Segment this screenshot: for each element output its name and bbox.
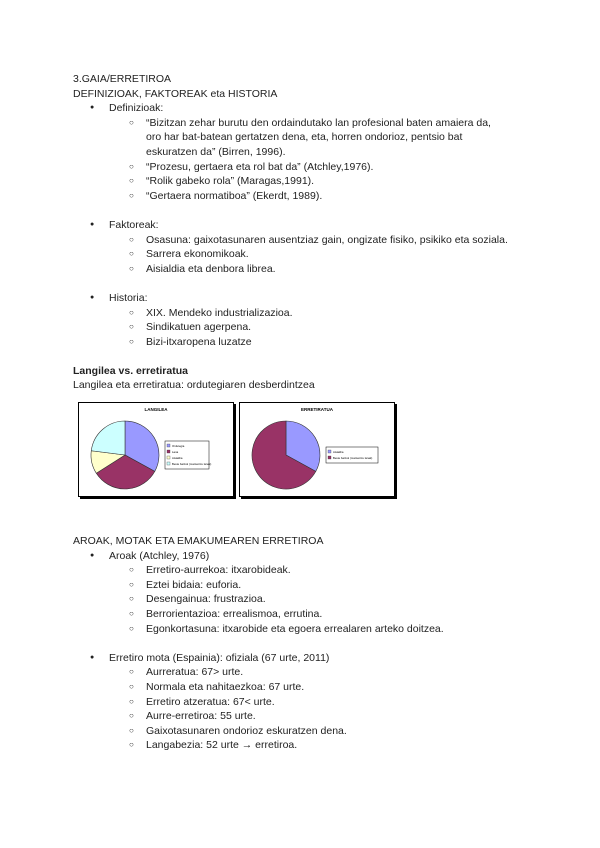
list-item: ○ Bizi-itxaropena luzatze [73,335,543,350]
chart-langilea [78,402,234,497]
list-item: ○ Normala eta nahitaezkoa: 67 urte. [73,680,543,695]
chart-title: ERRETIRATUA [301,407,333,413]
legend-swatch [167,450,170,453]
list-item: ○ Egonkortasuna: itxarobide eta egoera errealaren arteko doitzea. [73,622,543,637]
legend-label: Aisialdia [333,450,344,455]
list-item: ○ Sindikatuen agerpena. [73,320,543,335]
definition-line: eskuratzen da” (Birren, 1996). [146,145,286,158]
pie-chart-erretiratua [240,403,394,496]
document-title: 3.GAIA/ERRETIROA [73,73,172,85]
section-heading-aroak: AROAK, MOTAK ETA EMAKUMEAREN ERRETIROA [73,535,324,548]
list-item: ○ Langabezia: 52 urte → erretiroa. [73,738,543,753]
pie-chart-langilea [79,403,233,496]
definition-line: oro har bat-batean gertatzen dena, eta, horren ondorioz, pentsio bat [146,131,463,144]
legend-label: Beste batzuk (mantentze lanak) [172,462,212,467]
bullet-aroak: ● Aroak (Atchley, 1976) [73,549,543,564]
legend-swatch [167,462,170,465]
legend-label: Lana [172,450,179,455]
list-item: ○ Aurre-erretiroa: 55 urte. [73,709,543,724]
legend-swatch [167,456,170,459]
document-page [73,72,543,753]
list-item: ○ Erretiro atzeratua: 67< urte. [73,695,543,710]
chart-title: LANGILEA [144,407,168,413]
list-item: ○ “Gertaera normatiboa” (Ekerdt, 1989). [73,189,543,204]
list-item: ○ Gaixotasunaren ondorioz eskuratzen dena. [73,724,543,739]
legend-label: Ordutegia [172,444,185,449]
list-item: ○ Sarrera ekonomikoak. [73,247,543,262]
list-item: ○ Berrorientazioa: errealismoa, errutina. [73,607,543,622]
pie-slice [91,421,125,455]
bullet-mota: ● Erretiro mota (Espainia): ofiziala (67 urte, 2011) [73,651,543,666]
legend-label: Aisialdia [172,456,183,461]
bullet-historia: ● Historia: [73,291,543,306]
historia-list [73,291,543,349]
legend-swatch [328,456,331,459]
legend-swatch [167,444,170,447]
langilea-subtitle: Langilea eta erretiratua: ordutegiaren desberdintzea [73,379,315,392]
list-item [73,116,543,160]
aroak-list [73,549,543,637]
bullet-faktoreak: ● Faktoreak: [73,218,543,233]
mota-list [73,651,543,753]
bullet-definizioak: ● Definizioak: [73,101,543,116]
definition-line: ○ “Bizitzan zehar burutu den ordaindutako lan profesional baten amaiera da, [146,116,491,129]
legend-label: Beste batzuk (mantentze lanak) [333,456,373,461]
faktoreak-list [73,218,543,276]
charts-row [73,402,543,512]
section-heading-definizioak: DEFINIZIOAK, FAKTOREAK eta HISTORIA [73,87,278,100]
list-item: ○ “Prozesu, gertaera eta rol bat da” (Atchley,1976). [73,160,543,175]
list-item: ○ Eztei bidaia: euforia. [73,578,543,593]
langilea-heading: Langilea vs. erretiratua [73,364,188,377]
list-item: ○ Desengainua: frustrazioa. [73,592,543,607]
list-item: ○ Erretiro-aurrekoa: itxarobideak. [73,563,543,578]
list-item: ○ Aurreratua: 67> urte. [73,665,543,680]
legend-swatch [328,450,331,453]
list-item: ○ “Rolik gabeko rola” (Maragas,1991). [73,174,543,189]
chart-erretiratua [239,402,395,497]
list-item: ○ Osasuna: gaixotasunaren ausentziaz gain, ongizate fisiko, psikiko eta soziala. [73,233,543,248]
list-item: ○ Aisialdia eta denbora librea. [73,262,543,277]
definizioak-list [73,101,543,203]
list-item: ○ XIX. Mendeko industrializazioa. [73,306,543,321]
